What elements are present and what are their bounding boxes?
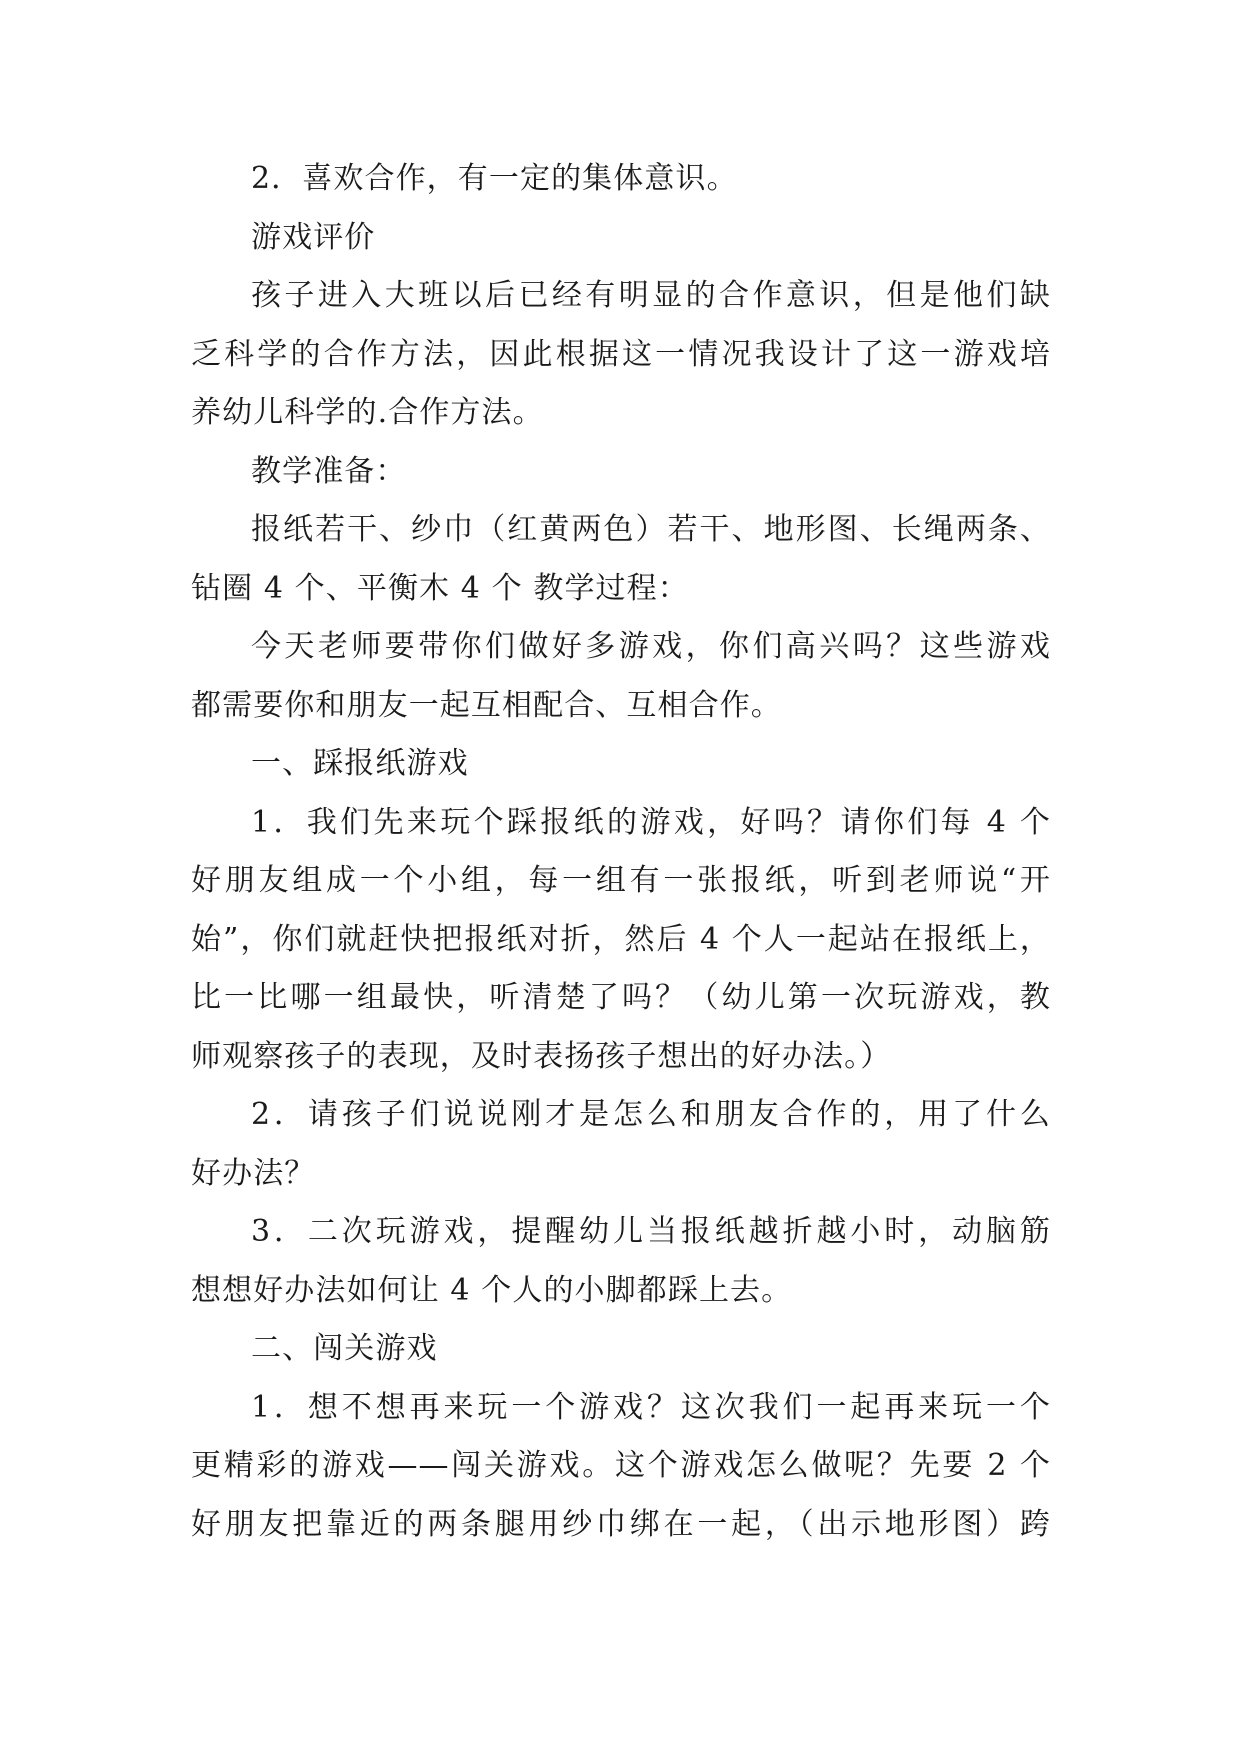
text-line: 养幼儿科学的.合作方法。 (191, 395, 544, 430)
text-line: 2．请孩子们说说刚才是怎么和朋友合作的，用了什么 (251, 1097, 1051, 1132)
text-line: 3．二次玩游戏，提醒幼儿当报纸越折越小时，动脑筋 (251, 1214, 1051, 1249)
text-line: 报纸若干、纱巾（红黄两色）若干、地形图、长绳两条、 (251, 512, 1051, 547)
text-line: 好朋友组成一个小组，每一组有一张报纸，听到老师说“开 (191, 863, 1051, 898)
text-line: 始”，你们就赶快把报纸对折，然后 4 个人一起站在报纸上， (191, 921, 1051, 957)
text-line: 今天老师要带你们做好多游戏，你们高兴吗？这些游戏 (251, 629, 1051, 664)
section-heading: 游戏评价 (251, 219, 376, 255)
document-page (191, 150, 1051, 1554)
text-line: 1．想不想再来玩一个游戏？这次我们一起再来玩一个 (251, 1389, 1051, 1425)
section-heading: 教学准备： (251, 453, 407, 489)
text-line: 乏科学的合作方法，因此根据这一情况我设计了这一游戏培 (191, 336, 1051, 372)
text-line: 好办法？ (191, 1155, 316, 1191)
section-heading: 一、踩报纸游戏 (251, 746, 469, 781)
text-line: 师观察孩子的表现，及时表扬孩子想出的好办法。） (191, 1038, 892, 1074)
text-line: 2．喜欢合作，有一定的集体意识。 (251, 161, 738, 196)
text-line: 想想好办法如何让 4 个人的小脚都踩上去。 (191, 1272, 793, 1308)
text-line: 更精彩的游戏——闯关游戏。这个游戏怎么做呢？先要 2 个 (191, 1448, 1051, 1483)
text-line: 钻圈 4 个、平衡木 4 个 教学过程： (191, 570, 689, 606)
text-line: 孩子进入大班以后已经有明显的合作意识，但是他们缺 (251, 278, 1051, 313)
text-line: 都需要你和朋友一起互相配合、互相合作。 (191, 687, 782, 723)
text-line: 1．我们先来玩个踩报纸的游戏，好吗？请你们每 4 个 (251, 804, 1051, 840)
text-line: 好朋友把靠近的两条腿用纱巾绑在一起，（出示地形图）跨 (191, 1506, 1051, 1542)
text-line: 比一比哪一组最快，听清楚了吗？（幼儿第一次玩游戏，教 (191, 980, 1051, 1015)
section-heading: 二、闯关游戏 (251, 1331, 438, 1366)
